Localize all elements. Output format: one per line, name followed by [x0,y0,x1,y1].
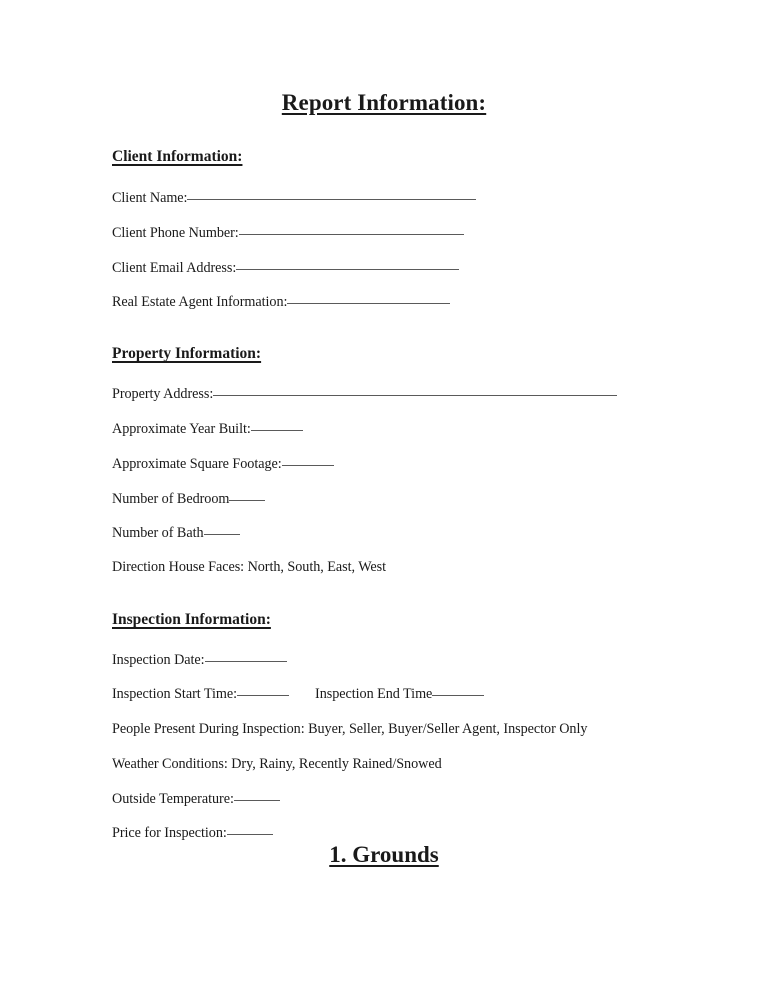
field-price-for-inspection-label: Price for Inspection: [112,825,227,841]
field-number-of-bath-label: Number of Bath [112,525,204,541]
field-client-email-address-label: Client Email Address: [112,260,237,276]
field-inspection-date-blank[interactable] [205,661,287,662]
field-property-address-blank[interactable] [213,395,617,396]
field-people-present [112,721,587,739]
section-heading-client-information-text: Client Information: [112,148,243,165]
section-heading-inspection-information [112,611,271,630]
section-heading-property-information [112,345,261,364]
page-title [0,90,768,115]
field-price-for-inspection [112,825,273,843]
field-inspection-date-label: Inspection Date: [112,652,205,668]
field-people-present-label: People Present During Inspection: Buyer, Seller, Buyer/Seller Agent, Inspector Only [112,721,588,737]
field-inspection-end-time-label: Inspection End Time [315,686,433,702]
field-number-of-bedroom-label: Number of Bedroom [112,491,230,507]
field-outside-temperature [112,791,280,809]
field-direction-house-faces [112,559,386,577]
field-approximate-year-built [112,421,303,439]
field-number-of-bath [112,525,240,543]
field-client-email-address-blank[interactable] [236,269,459,270]
field-client-phone-number-blank[interactable] [239,234,464,235]
field-number-of-bath-blank[interactable] [204,534,240,535]
field-inspection-start-time-blank[interactable] [237,695,289,696]
field-approximate-year-built-blank[interactable] [251,430,303,431]
field-weather-conditions [112,756,442,774]
field-client-name [112,190,476,208]
field-outside-temperature-label: Outside Temperature: [112,791,234,807]
field-weather-conditions-label: Weather Conditions: Dry, Rainy, Recently Rained/Snowed [112,756,442,772]
field-client-email-address [112,260,459,278]
section-heading-client-information [112,148,242,167]
field-approximate-year-built-label: Approximate Year Built: [112,421,251,437]
field-approximate-square-footage [112,456,334,474]
field-property-address [112,386,617,404]
field-real-estate-agent-information [112,294,450,312]
field-real-estate-agent-information-blank[interactable] [287,303,450,304]
field-approximate-square-footage-blank[interactable] [282,465,334,466]
field-client-name-blank[interactable] [187,199,476,200]
field-client-name-label: Client Name: [112,190,188,206]
section-heading-property-information-text: Property Information: [112,345,262,362]
field-inspection-times [112,686,484,704]
field-price-for-inspection-blank[interactable] [227,834,273,835]
field-client-phone-number [112,225,464,243]
field-outside-temperature-blank[interactable] [234,800,280,801]
field-direction-house-faces-label: Direction House Faces: North, South, East, West [112,559,387,575]
field-inspection-end-time-blank[interactable] [432,695,484,696]
field-number-of-bedroom-blank[interactable] [229,500,265,501]
field-property-address-label: Property Address: [112,386,214,402]
section-heading-inspection-information-text: Inspection Information: [112,611,271,628]
page-title-text: Report Information: [281,90,487,115]
field-approximate-square-footage-label: Approximate Square Footage: [112,456,282,472]
field-inspection-date [112,652,287,670]
field-client-phone-number-label: Client Phone Number: [112,225,239,241]
chapter-heading-grounds-text: 1. Grounds [329,842,439,867]
field-inspection-start-time-label: Inspection Start Time: [112,686,238,702]
field-real-estate-agent-information-label: Real Estate Agent Information: [112,294,288,310]
field-number-of-bedroom [112,491,265,509]
chapter-heading-grounds [0,842,768,867]
